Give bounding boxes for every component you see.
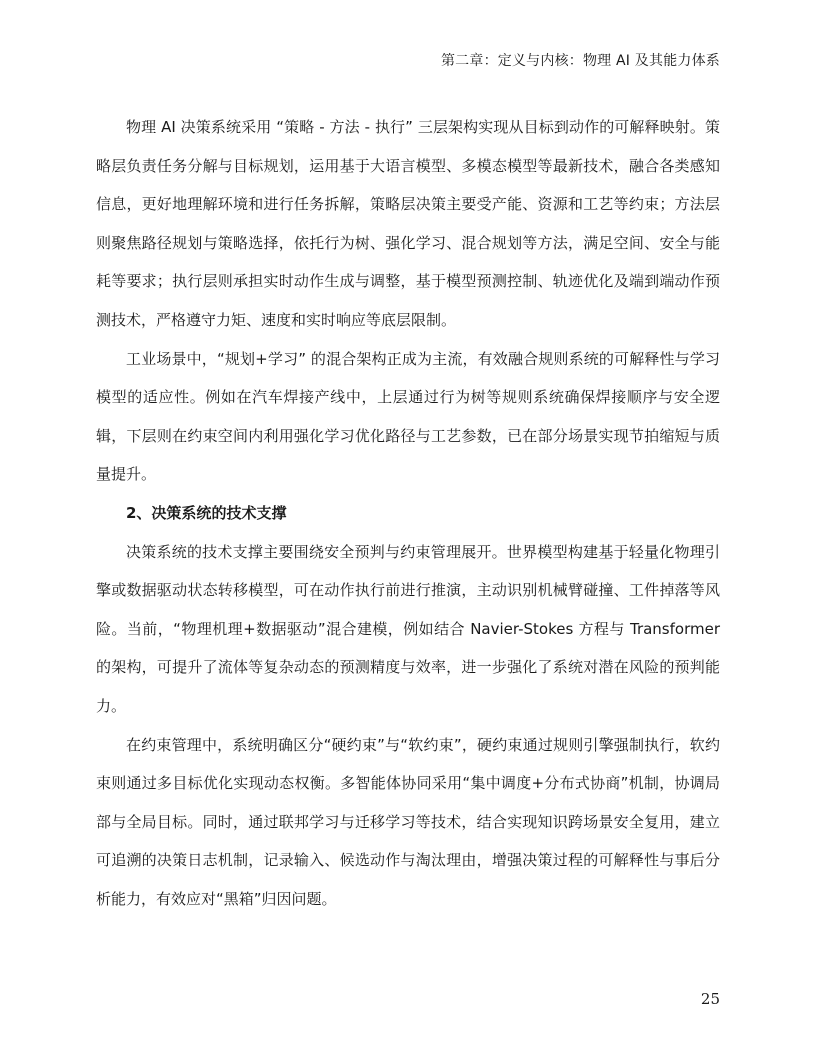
body-paragraph: 在约束管理中，系统明确区分“硬约束”与“软约束”，硬约束通过规则引擎强制执行，软约束则通过多目标优化实现动态权衡。多智能体协同采用“集中调度+分布式协商”机制，协调局部与全局目标。同时，通过联邦学习与迁移学习等技术，结合实现知识跨场景安全复用，建立可追溯的决策日志机制，记录输入、候选动作与淘汰理由，增强决策过程的可解释性与事后分析能力，有效应对“黑箱”归因问题。: [96, 735, 720, 908]
running-header: 第二章：定义与内核：物理 AI 及其能力体系: [440, 53, 720, 69]
page-number: 25: [700, 990, 720, 1008]
body-paragraph: 决策系统的技术支撑主要围绕安全预判与约束管理展开。世界模型构建基于轻量化物理引擎或数据驱动状态转移模型，可在动作执行前进行推演，主动识别机械臂碰撞、工件掉落等风险。当前，“物理机理+数据驱动”混合建模，例如结合 Navier-Stokes 方程与 Transformer 的架构，可提升了流体等复杂动态的预测精度与效率，进一步强化了系统对潜在风险的预判能力。: [96, 542, 720, 715]
body-paragraph: 工业场景中，“规划+学习” 的混合架构正成为主流，有效融合规则系统的可解释性与学习模型的适应性。例如在汽车焊接产线中，上层通过行为树等规则系统确保焊接顺序与安全逻辑，下层则在约束空间内利用强化学习优化路径与工艺参数，已在部分场景实现节拍缩短与质量提升。: [96, 349, 720, 484]
section-heading: 2、决策系统的技术支撑: [126, 503, 287, 522]
body-paragraph: 物理 AI 决策系统采用 “策略 - 方法 - 执行” 三层架构实现从目标到动作的可解释映射。策略层负责任务分解与目标规划，运用基于大语言模型、多模态模型等最新技术，融合各类感知信息，更好地理解环境和进行任务拆解，策略层决策主要受产能、资源和工艺等约束；方法层则聚焦路径规划与策略选择，依托行为树、强化学习、混合规划等方法，满足空间、安全与能耗等要求；执行层则承担实时动作生成与调整，基于模型预测控制、轨迹优化及端到端动作预测技术，严格遵守力矩、速度和实时响应等底层限制。: [96, 118, 720, 329]
page-content: [96, 108, 720, 918]
